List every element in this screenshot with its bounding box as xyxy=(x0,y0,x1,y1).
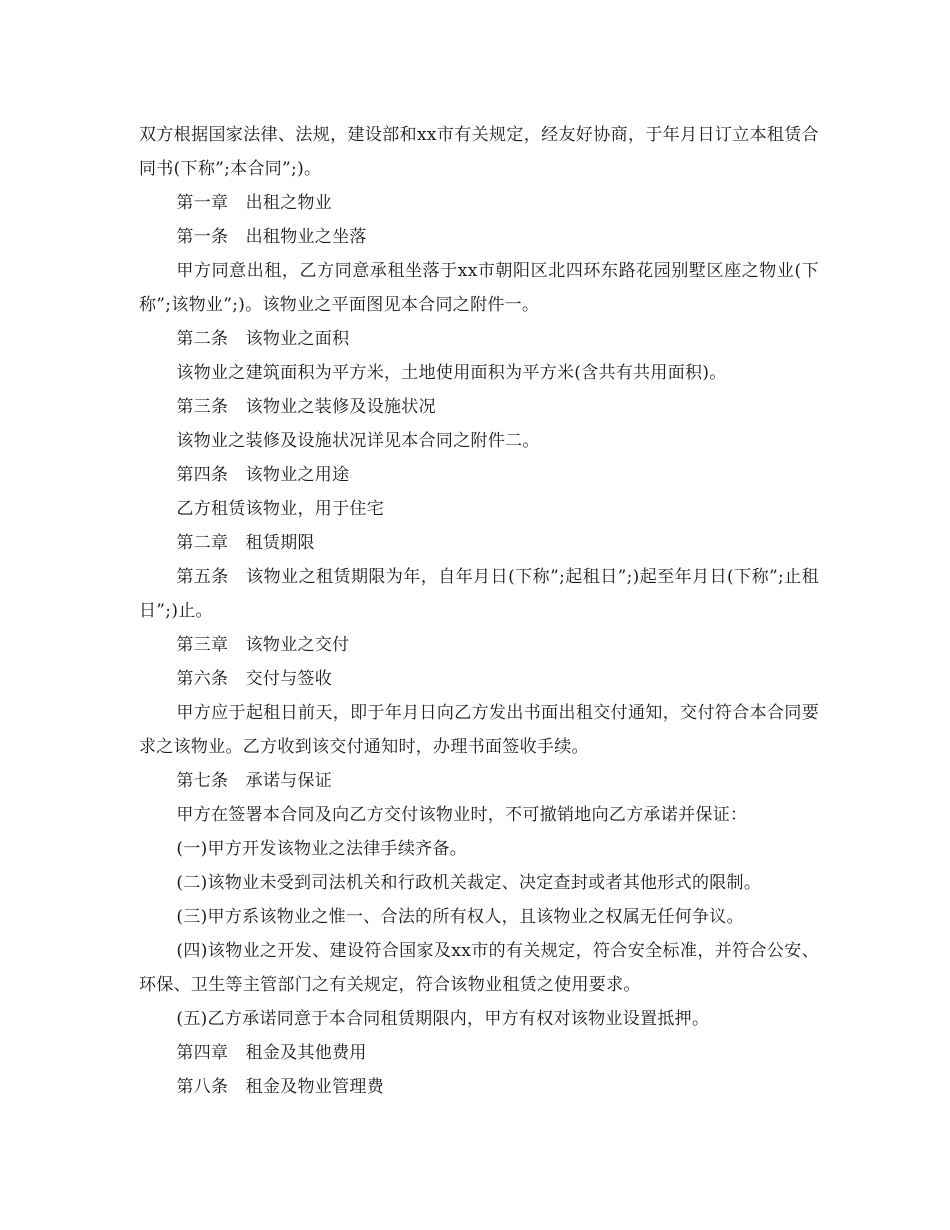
paragraph-warranty-intro: 甲方在签署本合同及向乙方交付该物业时，不可撤销地向乙方承诺并保证： xyxy=(176,805,748,825)
article-heading-1: 第一条 出租物业之坐落 xyxy=(176,227,367,247)
paragraph-opening-continued: 双方根据国家法律、法规，建设部和xx市有关规定，经友好协商，于年月日订立本租赁合同书(下称”;本合同”;)。 xyxy=(139,125,819,179)
list-item-5: (五)乙方承诺同意于本合同租赁期限内，甲方有权对该物业设置抵押。 xyxy=(176,1009,710,1029)
article-heading-7: 第七条 承诺与保证 xyxy=(176,771,333,791)
paragraph-usage: 乙方租赁该物业，用于住宅 xyxy=(176,499,384,519)
article-heading-2: 第二条 该物业之面积 xyxy=(176,329,350,349)
paragraph-decoration: 该物业之装修及设施状况详见本合同之附件二。 xyxy=(176,431,540,451)
list-item-3: (三)甲方系该物业之惟一、合法的所有权人，且该物业之权属无任何争议。 xyxy=(176,907,744,927)
article-heading-4: 第四条 该物业之用途 xyxy=(176,465,350,485)
chapter-heading-3: 第三章 该物业之交付 xyxy=(176,635,350,655)
list-item-1: (一)甲方开发该物业之法律手续齐备。 xyxy=(176,839,468,859)
article-heading-6: 第六条 交付与签收 xyxy=(176,669,333,689)
article-5-lease-term: 第五条 该物业之租赁期限为年，自年月日(下称”;起租日”;)起至年月日(下称”;止租日”;)止。 xyxy=(139,567,819,621)
paragraph-delivery: 甲方应于起租日前天，即于年月日向乙方发出书面出租交付通知，交付符合本合同要求之该物业。乙方收到该交付通知时，办理书面签收手续。 xyxy=(139,703,819,757)
list-item-2: (二)该物业未受到司法机关和行政机关裁定、决定查封或者其他形式的限制。 xyxy=(176,873,762,893)
paragraph-property-location: 甲方同意出租，乙方同意承租坐落于xx市朝阳区北四环东路花园别墅区座之物业(下称”;该物业”;)。该物业之平面图见本合同之附件一。 xyxy=(139,261,819,315)
document-body xyxy=(139,118,819,1104)
paragraph-property-area: 该物业之建筑面积为平方米，土地使用面积为平方米(含共有共用面积)。 xyxy=(176,363,727,383)
article-heading-3: 第三条 该物业之装修及设施状况 xyxy=(176,397,436,417)
chapter-heading-1: 第一章 出租之物业 xyxy=(176,193,333,213)
list-item-4: (四)该物业之开发、建设符合国家及xx市的有关规定，符合安全标准，并符合公安、环保、卫生等主管部门之有关规定，符合该物业租赁之使用要求。 xyxy=(139,941,819,995)
chapter-heading-4: 第四章 租金及其他费用 xyxy=(176,1043,367,1063)
article-heading-8: 第八条 租金及物业管理费 xyxy=(176,1077,384,1097)
chapter-heading-2: 第二章 租赁期限 xyxy=(176,533,315,553)
